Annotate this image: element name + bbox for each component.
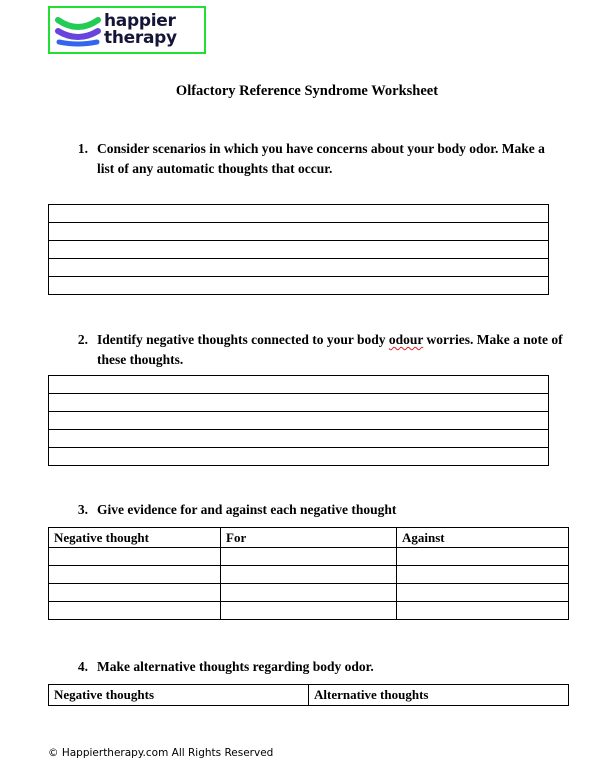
table-row[interactable] bbox=[49, 277, 549, 295]
question-4-number: 4. bbox=[77, 659, 88, 674]
table-cell[interactable] bbox=[49, 394, 549, 412]
table-cell[interactable] bbox=[397, 602, 569, 620]
table-cell[interactable] bbox=[397, 566, 569, 584]
table-cell[interactable] bbox=[49, 448, 549, 466]
footer-copyright: © Happiertherapy.com All Rights Reserved bbox=[48, 747, 274, 759]
question-3-text: Give evidence for and against each negative thought bbox=[97, 502, 397, 517]
table-row[interactable] bbox=[49, 602, 569, 620]
table-cell[interactable] bbox=[49, 241, 549, 259]
table-1-body bbox=[49, 205, 549, 295]
question-3 bbox=[64, 500, 534, 520]
table-cell[interactable] bbox=[49, 223, 549, 241]
table-3-head bbox=[49, 528, 569, 548]
brand-logo bbox=[48, 6, 206, 54]
table-cell[interactable] bbox=[49, 205, 549, 223]
table-cell[interactable] bbox=[49, 566, 221, 584]
table-cell[interactable] bbox=[49, 548, 221, 566]
question-1 bbox=[64, 139, 564, 179]
question-4-text: Make alternative thoughts regarding body odor. bbox=[97, 659, 374, 674]
logo-line-1: happier bbox=[104, 11, 176, 31]
table-row[interactable] bbox=[49, 241, 549, 259]
alternative-thoughts-table[interactable] bbox=[48, 684, 569, 706]
table-row[interactable] bbox=[49, 259, 549, 277]
table-header-row bbox=[49, 685, 569, 706]
question-2-number: 2. bbox=[77, 332, 88, 347]
question-2-text-after: worries. Make a note of these thoughts. bbox=[97, 332, 563, 367]
table-cell[interactable] bbox=[397, 548, 569, 566]
logo-wordmark bbox=[104, 13, 177, 47]
logo-waves-icon bbox=[54, 10, 102, 50]
question-2 bbox=[64, 330, 574, 370]
question-1-number: 1. bbox=[77, 141, 88, 156]
table-row[interactable] bbox=[49, 548, 569, 566]
question-4 bbox=[64, 657, 534, 677]
table-row[interactable] bbox=[49, 566, 569, 584]
table-cell[interactable] bbox=[49, 277, 549, 295]
table-cell[interactable] bbox=[49, 259, 549, 277]
spellcheck-error-word: odour bbox=[388, 332, 424, 347]
table-cell[interactable] bbox=[49, 412, 549, 430]
table-cell[interactable] bbox=[49, 602, 221, 620]
question-2-text-before: Identify negative thoughts connected to your body bbox=[97, 332, 389, 347]
table-2-body bbox=[49, 376, 549, 466]
answer-table-2[interactable] bbox=[48, 375, 549, 466]
question-1-text: Consider scenarios in which you have concerns about your body odor. Make a list of any automatic thoughts that occur. bbox=[97, 141, 545, 176]
table-row[interactable] bbox=[49, 448, 549, 466]
table-header-row bbox=[49, 528, 569, 548]
table-cell[interactable] bbox=[221, 566, 397, 584]
table-cell[interactable] bbox=[49, 430, 549, 448]
column-header-alternative-thoughts: Alternative thoughts bbox=[309, 685, 569, 706]
table-cell[interactable] bbox=[49, 584, 221, 602]
column-header-negative-thoughts: Negative thoughts bbox=[49, 685, 309, 706]
table-row[interactable] bbox=[49, 584, 569, 602]
answer-table-1[interactable] bbox=[48, 204, 549, 295]
table-3-body bbox=[49, 548, 569, 620]
table-cell[interactable] bbox=[221, 584, 397, 602]
table-row[interactable] bbox=[49, 223, 549, 241]
table-4-head bbox=[49, 685, 569, 706]
column-header-for: For bbox=[221, 528, 397, 548]
logo-line-2: therapy bbox=[104, 28, 177, 48]
table-cell[interactable] bbox=[49, 376, 549, 394]
column-header-negative-thought: Negative thought bbox=[49, 528, 221, 548]
question-2-text bbox=[97, 330, 574, 370]
table-row[interactable] bbox=[49, 205, 549, 223]
table-row[interactable] bbox=[49, 412, 549, 430]
table-cell[interactable] bbox=[221, 548, 397, 566]
column-header-against: Against bbox=[397, 528, 569, 548]
evidence-table[interactable] bbox=[48, 527, 569, 620]
table-row[interactable] bbox=[49, 394, 549, 412]
table-cell[interactable] bbox=[397, 584, 569, 602]
question-3-number: 3. bbox=[77, 502, 88, 517]
page-title: Olfactory Reference Syndrome Worksheet bbox=[175, 83, 439, 99]
table-row[interactable] bbox=[49, 430, 549, 448]
table-row[interactable] bbox=[49, 376, 549, 394]
table-cell[interactable] bbox=[221, 602, 397, 620]
